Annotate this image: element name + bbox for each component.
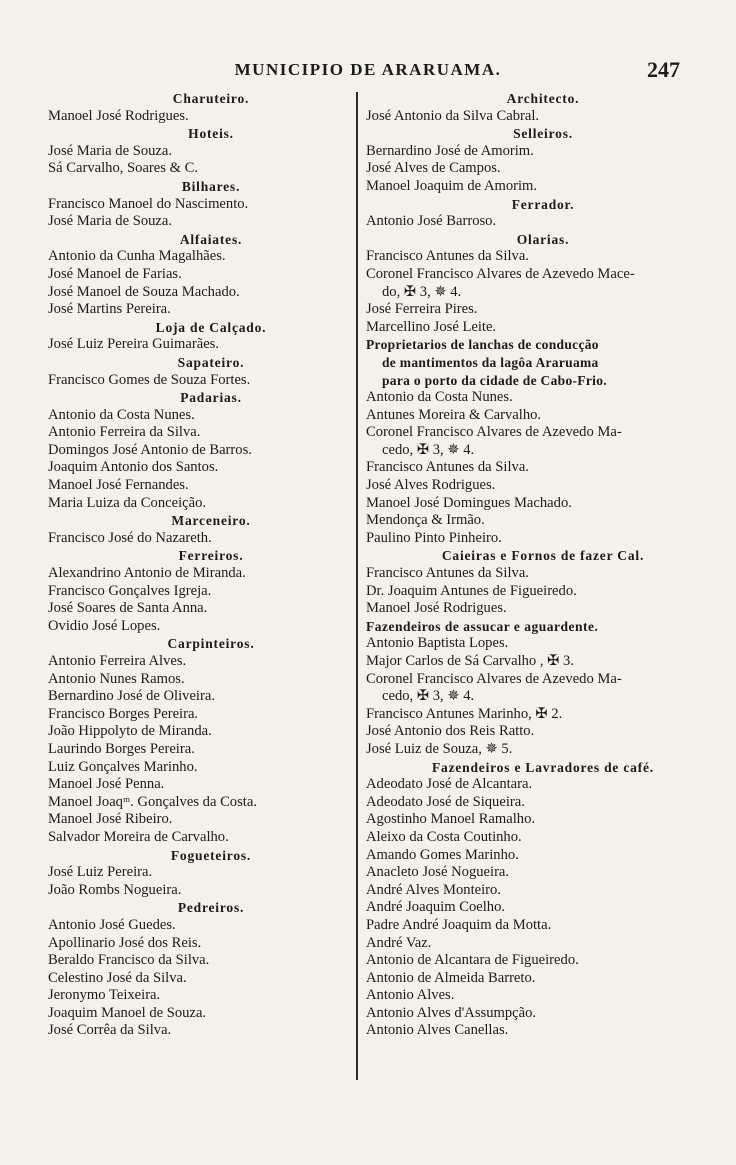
directory-entry: Antunes Moreira & Carvalho.: [366, 406, 542, 423]
directory-entry-continuation: cedo, ✠ 3, ✵ 4.: [382, 688, 475, 705]
directory-entry: Manoel José Rodrigues.: [48, 107, 189, 124]
directory-entry: Antonio José Guedes.: [48, 916, 176, 933]
directory-entry: José Alves Rodrigues.: [366, 477, 496, 494]
directory-entry: Adeodato José de Alcantara.: [366, 776, 533, 793]
directory-entry: Ovidio José Lopes.: [48, 617, 161, 634]
directory-entry: José Maria de Souza.: [48, 213, 173, 230]
directory-entry: Antonio Ferreira da Silva.: [48, 424, 201, 441]
directory-entry: José Luiz Pereira.: [48, 864, 153, 881]
section-title: Sapateiro.: [177, 354, 245, 370]
directory-entry: Paulino Pinto Pinheiro.: [366, 529, 502, 546]
directory-entry: Antonio da Costa Nunes.: [48, 406, 195, 423]
directory-entry: Manoel José Ribeiro.: [48, 811, 173, 828]
directory-entry: Marcellino José Leite.: [366, 318, 497, 335]
directory-entry: Manoel José Rodrigues.: [366, 600, 507, 617]
section-title: Ferrador.: [511, 196, 575, 212]
section-title: Olarias.: [516, 231, 570, 247]
directory-entry: Coronel Francisco Alvares de Azevedo Mace-: [366, 265, 635, 282]
directory-entry: José Antonio dos Reis Ratto.: [366, 723, 535, 740]
directory-entry: Manoel José Domingues Machado.: [366, 494, 572, 511]
section-title: Fogueteiros.: [170, 847, 252, 863]
directory-entry: Bernardino José de Oliveira.: [48, 688, 215, 705]
section-title: Ferreiros.: [178, 548, 244, 564]
section-title: Loja de Calçado.: [155, 319, 267, 335]
directory-entry: Antonio Alves.: [366, 987, 455, 1004]
directory-entry: José Maria de Souza.: [48, 142, 173, 159]
directory-entry: Maria Luiza da Conceição.: [48, 494, 207, 511]
section-title: Architecto.: [506, 91, 580, 106]
section-title: Fazendeiros e Lavradores de café.: [432, 759, 654, 775]
directory-entry: Antonio da Costa Nunes.: [366, 389, 513, 406]
section-title: Bilhares.: [181, 178, 241, 194]
directory-entry: Francisco Antunes da Silva.: [366, 248, 529, 265]
directory-entry: João Rombs Nogueira.: [48, 881, 182, 898]
directory-entry: Antonio Alves Canellas.: [366, 1022, 509, 1039]
directory-entry: Dr. Joaquim Antunes de Figueiredo.: [366, 582, 577, 599]
directory-entry: André Alves Monteiro.: [366, 881, 501, 898]
directory-entry: Luiz Gonçalves Marinho.: [48, 758, 198, 775]
directory-entry: Beraldo Francisco da Silva.: [48, 952, 210, 969]
directory-entry: André Joaquim Coelho.: [366, 899, 506, 916]
directory-entry: Celestino José da Silva.: [48, 969, 187, 986]
directory-entry: Francisco Antunes da Silva.: [366, 565, 529, 582]
directory-entry: José Corrêa da Silva.: [48, 1022, 172, 1039]
section-title-line: de mantimentos da lagôa Araruama: [382, 354, 599, 370]
directory-entry: Joaquim Antonio dos Santos.: [48, 459, 219, 476]
directory-entry: Francisco Gonçalves Igreja.: [48, 582, 212, 599]
section-title: Selleiros.: [513, 126, 573, 142]
directory-entry: Francisco Borges Pereira.: [48, 705, 199, 722]
directory-entry: Manoel José Fernandes.: [48, 477, 189, 494]
left-column: [48, 90, 338, 1040]
directory-entry: Amando Gomes Marinho.: [366, 846, 519, 863]
directory-entry: Aleixo da Costa Coutinho.: [366, 828, 522, 845]
directory-entry: Antonio de Alcantara de Figueiredo.: [366, 952, 579, 969]
directory-entry: Sá Carvalho, Soares & C.: [48, 160, 198, 177]
section-title-line: para o porto da cidade de Cabo-Frio.: [382, 372, 607, 388]
directory-entry: Antonio José Barroso.: [366, 213, 497, 230]
directory-entry: Manoel Joaqᵐ. Gonçalves da Costa.: [48, 793, 257, 810]
page-number: 247: [647, 57, 680, 82]
directory-entry: Mendonça & Irmão.: [366, 512, 485, 529]
directory-entry: Antonio da Cunha Magalhães.: [48, 248, 226, 265]
running-title: MUNICIPIO DE ARARUAMA.: [234, 60, 502, 79]
cafe-list: [366, 776, 684, 1040]
directory-entry: Jeronymo Teixeira.: [48, 987, 161, 1004]
directory-entry: Laurindo Borges Pereira.: [48, 740, 195, 757]
directory-entry: Adeodato José de Siqueira.: [366, 793, 525, 810]
directory-entry: Francisco Manoel do Nascimento.: [48, 195, 249, 212]
section-title: Padarias.: [180, 390, 242, 406]
directory-entry: Agostinho Manoel Ramalho.: [366, 811, 536, 828]
directory-entry-continuation: cedo, ✠ 3, ✵ 4.: [382, 441, 475, 458]
directory-entry: André Vaz.: [366, 934, 432, 951]
column-divider: [356, 92, 358, 1080]
directory-entry: Manoel Joaquim de Amorim.: [366, 177, 538, 194]
directory-entry: Alexandrino Antonio de Miranda.: [48, 565, 246, 582]
directory-entry: Apollinario José dos Reis.: [48, 934, 202, 951]
directory-entry: Joaquim Manoel de Souza.: [48, 1004, 207, 1021]
directory-entry: Antonio de Almeida Barreto.: [366, 969, 536, 986]
section-title: [366, 336, 684, 389]
directory-entry: Bernardino José de Amorim.: [366, 142, 534, 159]
directory-entry: José Luiz Pereira Guimarães.: [48, 336, 220, 353]
page-header: [48, 57, 688, 86]
directory-entry: José Manoel de Farias.: [48, 265, 182, 282]
directory-entry: Antonio Ferreira Alves.: [48, 653, 187, 669]
directory-entry: José Soares de Santa Anna.: [48, 600, 208, 617]
directory-entry: Antonio Alves d'Assumpção.: [366, 1004, 537, 1021]
directory-entry: Coronel Francisco Alvares de Azevedo Ma-: [366, 424, 622, 441]
directory-entry: José Luiz de Souza, ✵ 5.: [366, 740, 513, 757]
directory-entry: Anacleto José Nogueira.: [366, 864, 510, 881]
directory-entry: Salvador Moreira de Carvalho.: [48, 828, 229, 845]
directory-entry: Francisco José do Nazareth.: [48, 529, 212, 546]
directory-entry: José Antonio da Silva Cabral.: [366, 107, 540, 124]
directory-entry: José Martins Pereira.: [48, 301, 171, 318]
section-title: Pedreiros.: [177, 900, 245, 916]
directory-entry: José Ferreira Pires.: [366, 301, 478, 318]
directory-entry: Francisco Gomes de Souza Fortes.: [48, 371, 251, 388]
section-title: Charuteiro.: [172, 91, 250, 106]
section-title: Marceneiro.: [171, 513, 251, 529]
section-title: Alfaiates.: [179, 231, 243, 247]
section-title: Caieiras e Fornos de fazer Cal.: [441, 548, 645, 564]
section-title: Hoteis.: [188, 126, 234, 142]
directory-entry: Coronel Francisco Alvares de Azevedo Ma-: [366, 670, 622, 687]
directory-entry: Francisco Antunes da Silva.: [366, 459, 529, 476]
directory-entry: Major Carlos de Sá Carvalho , ✠ 3.: [366, 653, 574, 669]
section-title: Carpinteiros.: [167, 636, 255, 652]
directory-entry: Antonio Nunes Ramos.: [48, 670, 185, 687]
section-title: Fazendeiros de assucar e aguardente.: [366, 618, 599, 634]
section-title-line: Proprietarios de lanchas de conducção: [366, 337, 599, 353]
right-column: [366, 90, 684, 1040]
directory-entry: José Manoel de Souza Machado.: [48, 283, 240, 300]
directory-entry: José Alves de Campos.: [366, 160, 501, 177]
directory-entry: João Hippolyto de Miranda.: [48, 723, 212, 740]
directory-entry: Antonio Baptista Lopes.: [366, 635, 509, 652]
directory-entry: Manoel José Penna.: [48, 776, 165, 793]
directory-entry: Francisco Antunes Marinho, ✠ 2.: [366, 705, 563, 722]
directory-entry-continuation: do, ✠ 3, ✵ 4.: [382, 283, 462, 300]
directory-entry: Padre André Joaquim da Motta.: [366, 916, 552, 933]
directory-entry: Domingos José Antonio de Barros.: [48, 441, 252, 458]
